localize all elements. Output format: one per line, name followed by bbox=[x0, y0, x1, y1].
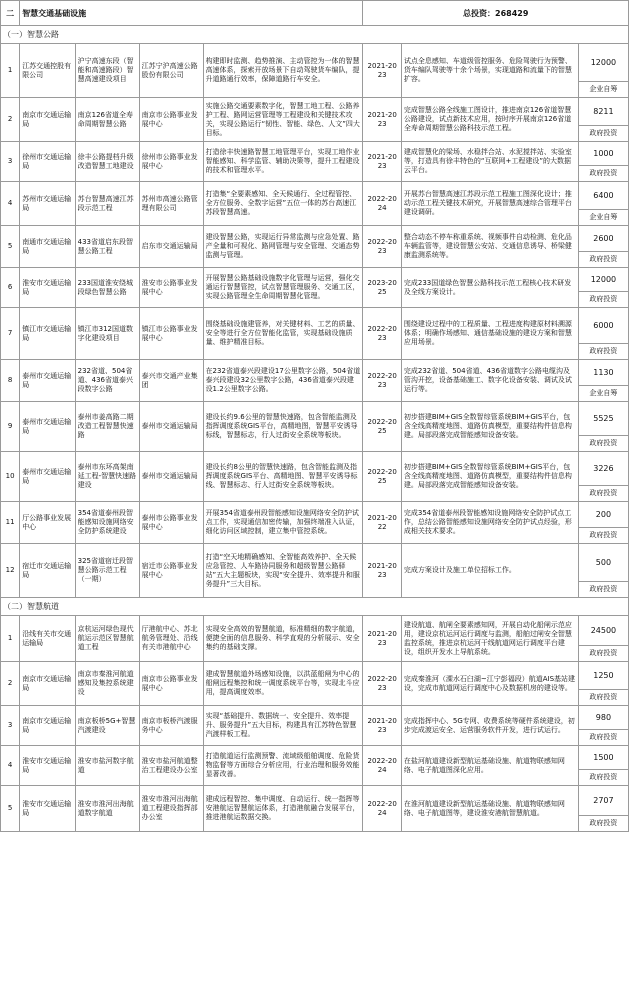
responsible-unit: 南京市交通运输局 bbox=[20, 706, 75, 746]
project-owner: 启东市交通运输局 bbox=[139, 226, 203, 268]
responsible-unit: 苏州市交通运输局 bbox=[20, 182, 75, 226]
investment-amount: 500 bbox=[595, 558, 612, 567]
investment-amount: 1130 bbox=[593, 368, 614, 377]
investment-amount: 200 bbox=[595, 510, 612, 519]
investment-amount: 24500 bbox=[590, 626, 617, 635]
project-owner: 淮安市淮河出海航道工程建设指挥部办公室 bbox=[139, 786, 203, 832]
responsible-unit: 南京市交通运输局 bbox=[20, 662, 75, 706]
project-name: 泰州市东环高架南延工程-智慧快速路建设 bbox=[75, 452, 139, 502]
responsible-unit: 南通市交通运输局 bbox=[20, 226, 75, 268]
row-number: 11 bbox=[1, 502, 20, 544]
funding-source: 政府投资 bbox=[579, 343, 628, 358]
project-owner: 泰州市公路事业发展中心 bbox=[139, 502, 203, 544]
project-owner: 镇江市公路事业发展中心 bbox=[139, 308, 203, 360]
investment-cell bbox=[578, 44, 628, 98]
table-row bbox=[1, 616, 629, 662]
funding-source: 企业自筹 bbox=[579, 209, 628, 224]
project-name: 325省道宿迁段智慧公路示范工程（一期） bbox=[75, 544, 139, 598]
row-number: 1 bbox=[1, 616, 20, 662]
construction-period: 2021-2023 bbox=[363, 98, 401, 142]
table-row bbox=[1, 268, 629, 308]
section-index: 二 bbox=[1, 1, 20, 26]
project-owner: 南京市公路事业发展中心 bbox=[139, 98, 203, 142]
annual-progress: 在盐河航道建设新型航运基础设施、航道物联感知网络、电子航道图深化应用。 bbox=[401, 746, 578, 786]
funding-source: 企业自筹 bbox=[579, 385, 628, 400]
investment-cell bbox=[578, 268, 628, 308]
construction-content: 建设智慧公路，实现运行异常监测与应急处置、路产全量和可视化、路网管理与安全管理、交通态势监测与管理。 bbox=[203, 226, 363, 268]
investment-cell bbox=[578, 616, 628, 662]
construction-content: 建成远程智控、集中调度、自动运行、统一指挥等安港航运智慧航运体系，打造港航融合发展平台，推进港航运数据交换。 bbox=[203, 786, 363, 832]
funding-source: 政府投资 bbox=[579, 581, 628, 596]
investment-amount: 6400 bbox=[593, 191, 614, 200]
project-owner: 淮安市公路事业发展中心 bbox=[139, 268, 203, 308]
construction-content: 开展智慧公路基础设施数字化管理与运营，强化交通运行智慧管控，试点智慧管理服务、交通工区，实现公路管理全生命周期智慧化管理。 bbox=[203, 268, 363, 308]
investment-amount: 12000 bbox=[590, 58, 617, 67]
funding-source: 政府投资 bbox=[579, 729, 628, 744]
construction-period: 2022-2023 bbox=[363, 226, 401, 268]
construction-period: 2021-2023 bbox=[363, 616, 401, 662]
investment-amount: 6000 bbox=[593, 321, 614, 330]
investment-amount: 2707 bbox=[593, 796, 614, 805]
funding-source: 政府投资 bbox=[579, 251, 628, 266]
annual-progress: 整合动态不停车称重系统、视频事件自动检测、危化品车辆监管等，建设智慧公安站、交通信息诱导、桥梁健康监测系统等。 bbox=[401, 226, 578, 268]
responsible-unit: 镇江市交通运输局 bbox=[20, 308, 75, 360]
table-row bbox=[1, 182, 629, 226]
construction-period: 2022-2024 bbox=[363, 746, 401, 786]
table-row bbox=[1, 360, 629, 402]
project-owner: 泰兴市交通产业集团 bbox=[139, 360, 203, 402]
responsible-unit: 沿线有关市交通运输局 bbox=[20, 616, 75, 662]
funding-source: 政府投资 bbox=[579, 291, 628, 306]
section-subtitle: （一）智慧公路 bbox=[1, 26, 629, 44]
investment-cell bbox=[578, 360, 628, 402]
annual-progress: 完成354省道泰州段智能感知设施网络安全防护试点工作，总结公路智能感知设施网络安全防护试点经验，形成相关技术要求。 bbox=[401, 502, 578, 544]
project-name: 徐丰公路提档升级改造智慧工地建设 bbox=[75, 142, 139, 182]
project-name: 镇江市312国道数字化建设项目 bbox=[75, 308, 139, 360]
row-number: 6 bbox=[1, 268, 20, 308]
section-subtitle-row bbox=[1, 26, 629, 44]
investment-cell bbox=[578, 746, 628, 786]
construction-content: 建设长约8公里的智慧快速路，包含智能监测及指挥调度系统GIS平台、高精地图、智慧平安诱导标线、智慧标志、行人过街安全系统等板块。 bbox=[203, 452, 363, 502]
investment-cell bbox=[578, 226, 628, 268]
section-title: 智慧交通基础设施 bbox=[20, 1, 363, 26]
investment-cell bbox=[578, 452, 628, 502]
project-name: 苏台智慧高速江苏段示范工程 bbox=[75, 182, 139, 226]
project-owner: 厅港航中心、苏北航务管理处、沿线有关市港航中心 bbox=[139, 616, 203, 662]
construction-content: 打造航道运行监测预警、流域级船舶调度、危险货物监督等方面综合分析应用，行业治理和服务效能显著改善。 bbox=[203, 746, 363, 786]
construction-period: 2022-2023 bbox=[363, 308, 401, 360]
responsible-unit: 徐州市交通运输局 bbox=[20, 142, 75, 182]
project-name: 淮安市盐河数字航道 bbox=[75, 746, 139, 786]
construction-content: 实现安全高效的智慧航道，标准精细的数字航道，便捷全面的信息服务、科学直观的分析展示、安全集约的基础支撑。 bbox=[203, 616, 363, 662]
project-name: 南京126省道全寿命周期智慧公路 bbox=[75, 98, 139, 142]
investment-cell bbox=[578, 142, 628, 182]
construction-content: 打造徐丰快速路智慧工地管理平台，实现工地作业智能感知、科学监管、辅助决策等，提升工程建设的技术和管理水平。 bbox=[203, 142, 363, 182]
investment-amount: 12000 bbox=[590, 275, 617, 284]
project-owner: 泰州市交通运输局 bbox=[139, 402, 203, 452]
annual-progress: 完成智慧公路全线施工图设计，推进南京126省道智慧公路建设，试点新技术应用，按时序开展南京126省道全寿命周期智慧公路科技示范工程。 bbox=[401, 98, 578, 142]
investment-cell bbox=[578, 402, 628, 452]
investment-amount: 8211 bbox=[593, 107, 614, 116]
project-name: 南京市秦淮河航道感知及集控系统建设 bbox=[75, 662, 139, 706]
responsible-unit: 厅公路事业发展中心 bbox=[20, 502, 75, 544]
table-row bbox=[1, 402, 629, 452]
investment-amount: 2600 bbox=[593, 234, 614, 243]
construction-content: 实施公路交通要素数字化，智慧工地工程、公路养护工程、路网运营管理等工程建设和关键技术攻关，实现公路运行“韧性、智能、绿色、人文”四大目标。 bbox=[203, 98, 363, 142]
annual-progress: 围绕建设过程中的工程质量、工程进度构建原材料溯源体系；明确作场感知、通信基础设施的建设方案和智慧应用场景。 bbox=[401, 308, 578, 360]
construction-content: 开展354省道泰州段智能感知设施网络安全防护试点工作，实现通信加密传输，加强终端准入认证，细化访问区域控制，建立集中管控系统。 bbox=[203, 502, 363, 544]
row-number: 5 bbox=[1, 226, 20, 268]
construction-period: 2022-2024 bbox=[363, 182, 401, 226]
project-name: 232省道、504省道、436省道泰兴段数字公路 bbox=[75, 360, 139, 402]
project-name: 京杭运河绿色现代航运示范区智慧航道工程 bbox=[75, 616, 139, 662]
responsible-unit: 淮安市交通运输局 bbox=[20, 746, 75, 786]
section-subtitle-row bbox=[1, 598, 629, 616]
row-number: 4 bbox=[1, 182, 20, 226]
table-row bbox=[1, 662, 629, 706]
construction-period: 2021-2023 bbox=[363, 44, 401, 98]
funding-source: 政府投资 bbox=[579, 815, 628, 830]
responsible-unit: 南京市交通运输局 bbox=[20, 98, 75, 142]
row-number: 10 bbox=[1, 452, 20, 502]
funding-source: 政府投资 bbox=[579, 165, 628, 180]
row-number: 9 bbox=[1, 402, 20, 452]
construction-content: 构建即时监测、趋势推演、主动管控为一体的智慧高速体系，探索开放场景下自动驾驶货车编队，提升道路通行效率，保障道路行车安全。 bbox=[203, 44, 363, 98]
investment-cell bbox=[578, 544, 628, 598]
annual-progress: 初步搭建BIM+GIS全数智综管系统BIM+GIS平台，包含全线高精度地图、道路仿真模型，重要结构件信息构建。局部段落完成智能感知设备安装。 bbox=[401, 402, 578, 452]
investment-amount: 1250 bbox=[593, 671, 614, 680]
project-name: 淮安市淮河出海航道数字航道 bbox=[75, 786, 139, 832]
row-number: 2 bbox=[1, 662, 20, 706]
project-owner: 泰州市交通运输局 bbox=[139, 452, 203, 502]
investment-cell bbox=[578, 662, 628, 706]
table-row bbox=[1, 746, 629, 786]
funding-source: 政府投资 bbox=[579, 527, 628, 542]
construction-content: 实现“基础提升、数据统一、安全提升、效率提升、服务提升”五大目标，构建具有江苏特色智慧汽渡样板工程。 bbox=[203, 706, 363, 746]
project-owner: 淮安市盐河航道整治工程建设办公室 bbox=[139, 746, 203, 786]
construction-period: 2022-2023 bbox=[363, 360, 401, 402]
investment-amount: 980 bbox=[595, 713, 612, 722]
responsible-unit: 泰州市交通运输局 bbox=[20, 360, 75, 402]
investment-cell bbox=[578, 308, 628, 360]
construction-period: 2022-2025 bbox=[363, 402, 401, 452]
responsible-unit: 江苏交通控股有限公司 bbox=[20, 44, 75, 98]
project-name: 泰州市姜高路二期改造工程智慧快速路 bbox=[75, 402, 139, 452]
table-row bbox=[1, 786, 629, 832]
annual-progress: 完成指挥中心、5G专网、收费系统等硬件系统建设，初步完成渡运安全、运营服务软件开发，进行试运行。 bbox=[401, 706, 578, 746]
construction-period: 2021-2023 bbox=[363, 544, 401, 598]
construction-period: 2022-2023 bbox=[363, 662, 401, 706]
funding-source: 政府投资 bbox=[579, 125, 628, 140]
investment-cell bbox=[578, 182, 628, 226]
table-row bbox=[1, 452, 629, 502]
annual-progress: 完成232省道、504省道、436省道数字公路电缆沟及管沟开挖，设备基础施工、数字化设备安装、调试及试运行等。 bbox=[401, 360, 578, 402]
investment-amount: 1500 bbox=[593, 753, 614, 762]
row-number: 7 bbox=[1, 308, 20, 360]
project-owner: 南京市公路事业发展中心 bbox=[139, 662, 203, 706]
project-owner: 徐州市公路事业发展中心 bbox=[139, 142, 203, 182]
table-row bbox=[1, 44, 629, 98]
construction-period: 2021-2023 bbox=[363, 142, 401, 182]
row-number: 1 bbox=[1, 44, 20, 98]
row-number: 5 bbox=[1, 786, 20, 832]
investment-cell bbox=[578, 706, 628, 746]
annual-progress: 完成方案设计及施工单位招标工作。 bbox=[401, 544, 578, 598]
project-name: 233国道淮安绕城段绿色智慧公路 bbox=[75, 268, 139, 308]
investment-amount: 3226 bbox=[593, 464, 614, 473]
investment-amount: 5525 bbox=[593, 414, 614, 423]
funding-source: 政府投资 bbox=[579, 645, 628, 660]
construction-content: 打造“空天地精确感知、全智能高效养护、全天候应急管控、人车路协同服务和超级智慧公路驿站”五大主题板块，实现“安全提升、效率提升和服务提升”三大目标。 bbox=[203, 544, 363, 598]
investment-cell bbox=[578, 786, 628, 832]
table-row bbox=[1, 544, 629, 598]
construction-content: 建设长约9.6公里的智慧快速路，包含智能监测及指挥调度系统GIS平台，高精地图，智慧平安诱导标线，智慧标志，行人过街安全系统等板块。 bbox=[203, 402, 363, 452]
investment-cell bbox=[578, 98, 628, 142]
project-name: 南京板桥5G+智慧汽渡建设 bbox=[75, 706, 139, 746]
investment-cell bbox=[578, 502, 628, 544]
project-owner: 宿迁市公路事业发展中心 bbox=[139, 544, 203, 598]
annual-progress: 完成秦淮河（溧水石臼湖~江宁彭福段）航道AIS基站建设，完成市航道网运行调度中心及数据机房的建设等。 bbox=[401, 662, 578, 706]
project-name: 433省道启东段智慧公路工程 bbox=[75, 226, 139, 268]
construction-period: 2021-2023 bbox=[363, 706, 401, 746]
annual-progress: 完成233国道绿色智慧公路科技示范工程核心技术研发及全线方案设计。 bbox=[401, 268, 578, 308]
responsible-unit: 淮安市交通运输局 bbox=[20, 268, 75, 308]
table-header-row bbox=[1, 1, 629, 26]
annual-progress: 试点全息感知、车道级管控服务、危险驾驶行为预警、货车编队驾驶等十余个场景，实现道路和流量下的智慧扩容。 bbox=[401, 44, 578, 98]
table-row bbox=[1, 226, 629, 268]
table-row bbox=[1, 308, 629, 360]
annual-progress: 建设航道、航闸全要素感知网，开展自动化船闸示范应用，建设京杭运河运行调度与监测，船舶过闸安全智慧监控系统，推进京杭运河干线航道网运行调度平台建设，组织开发水上导航系统。 bbox=[401, 616, 578, 662]
annual-progress: 建成智慧化的梁场、水稳拌合站、水泥搅拌站、实验室等，打造具有徐丰特色的“互联网+工程建设”的大数据云平台。 bbox=[401, 142, 578, 182]
funding-source: 政府投资 bbox=[579, 769, 628, 784]
construction-content: 建成智慧航道外场感知设施，以洪蓝船闸为中心的船闸远程集控和统一调度系统平台等，实现北斗应用，提高调度效率。 bbox=[203, 662, 363, 706]
project-owner: 南京市板桥汽渡服务中心 bbox=[139, 706, 203, 746]
construction-content: 围绕基础设施建管养，对关键材料、工艺的质量、安全等进行全方位智能化监管，实现基础设施质量、维护精准目标。 bbox=[203, 308, 363, 360]
funding-source: 企业自筹 bbox=[579, 81, 628, 96]
row-number: 2 bbox=[1, 98, 20, 142]
annual-progress: 开展苏台智慧高速江苏段示范工程施工图深化设计；推动示范工程关键技术研究，开展智慧高速综合管理平台建设调研。 bbox=[401, 182, 578, 226]
funding-source: 政府投资 bbox=[579, 435, 628, 450]
construction-period: 2021-2022 bbox=[363, 502, 401, 544]
construction-content: 在232省道泰兴段建设17公里数字公路，504省道泰兴段建设32公里数字公路，436省道泰兴段建设1.2公里数字公路。 bbox=[203, 360, 363, 402]
project-owner: 苏州市高速公路管理有限公司 bbox=[139, 182, 203, 226]
funding-source: 政府投资 bbox=[579, 689, 628, 704]
responsible-unit: 淮安市交通运输局 bbox=[20, 786, 75, 832]
row-number: 8 bbox=[1, 360, 20, 402]
responsible-unit: 泰州市交通运输局 bbox=[20, 402, 75, 452]
row-number: 3 bbox=[1, 706, 20, 746]
total-investment: 总投资：268429 bbox=[363, 1, 629, 26]
table-row bbox=[1, 502, 629, 544]
construction-period: 2022-2024 bbox=[363, 786, 401, 832]
section-subtitle: （二）智慧航道 bbox=[1, 598, 629, 616]
table-row bbox=[1, 706, 629, 746]
construction-content: 打造集“全要素感知、全天候通行、全过程管控、全方位服务、全数字运营”五位一体的苏台高速江苏段智慧高速。 bbox=[203, 182, 363, 226]
row-number: 3 bbox=[1, 142, 20, 182]
annual-progress: 在淮河航道建设新型航运基础设施、航道物联感知网络、电子航道图等，建设淮安港航智慧航道。 bbox=[401, 786, 578, 832]
row-number: 4 bbox=[1, 746, 20, 786]
construction-period: 2022-2025 bbox=[363, 452, 401, 502]
funding-source: 政府投资 bbox=[579, 485, 628, 500]
annual-progress: 初步搭建BIM+GIS全数智综管系统BIM+GIS平台，包含全线高精度地图、道路仿真模型，重要结构件信息构建。局部段落完成智能感知设备安装。 bbox=[401, 452, 578, 502]
table-row bbox=[1, 142, 629, 182]
construction-period: 2023-2025 bbox=[363, 268, 401, 308]
row-number: 12 bbox=[1, 544, 20, 598]
project-name: 354省道泰州段智能感知设施网络安全防护系统建设 bbox=[75, 502, 139, 544]
investment-amount: 1000 bbox=[593, 149, 614, 158]
responsible-unit: 泰州市交通运输局 bbox=[20, 452, 75, 502]
table-row bbox=[1, 98, 629, 142]
project-name: 沪宁高速东段（智能和高速路段）智慧高速建设项目 bbox=[75, 44, 139, 98]
responsible-unit: 宿迁市交通运输局 bbox=[20, 544, 75, 598]
project-owner: 江苏宁沪高速公路股份有限公司 bbox=[139, 44, 203, 98]
